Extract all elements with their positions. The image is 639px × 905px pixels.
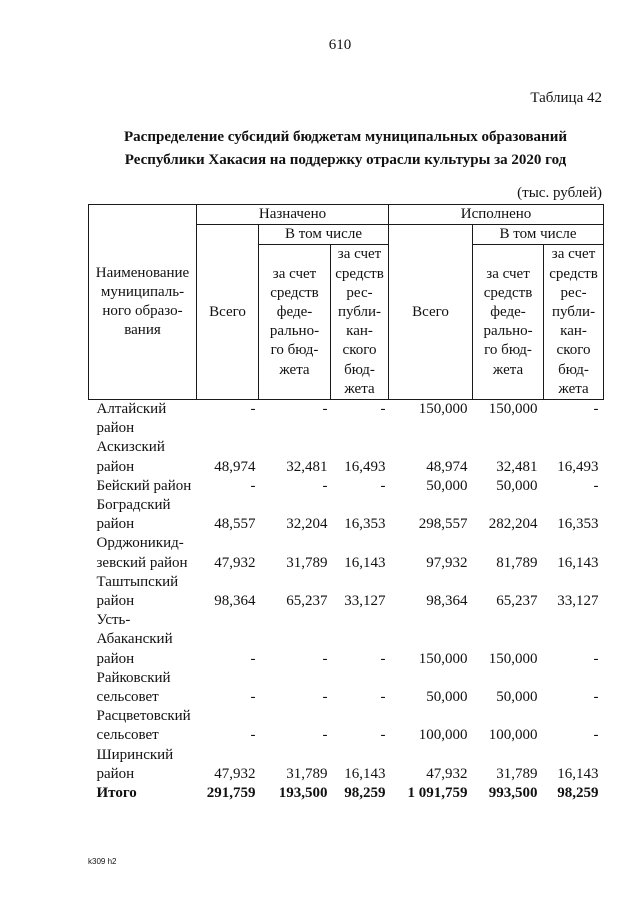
executed-total-cell: 47,932 [426,765,468,782]
table-row [89,496,604,534]
executed-republic-cell: - [593,689,599,706]
municipality-name-line: Таштыпский [96,573,179,590]
assigned-republic-cell: 33,127 [344,593,386,610]
municipality-name-line: Орджоникид- [96,535,184,552]
column-header-executed-federal [473,245,544,400]
footer-code: k309 h2 [88,857,117,866]
column-header-municipality [89,205,197,400]
assigned-federal-cell: - [322,689,328,706]
assigned-republic-cell: 16,493 [344,458,386,475]
assigned-republic-cell: - [380,689,386,706]
assigned-total-cell: 291,759 [206,785,256,802]
header-line: средств [483,284,533,301]
assigned-republic-cell: 16,143 [344,554,386,571]
assigned-federal-cell: - [322,727,328,744]
municipality-name-line: Алтайский [96,401,167,418]
assigned-total-cell: 47,932 [214,765,256,782]
municipality-name-line: район [96,458,135,475]
units-note: (тыс. рублей) [517,185,602,201]
header-line: ского [342,342,377,359]
header-line: за счет [337,246,382,263]
executed-federal-cell: 150,000 [488,401,538,418]
header-line: кан- [560,323,587,340]
municipality-name-line: Усть- [96,612,131,629]
executed-republic-cell: 16,493 [557,458,599,475]
header-line: жета [492,361,524,378]
executed-total-cell: 150,000 [418,650,468,667]
header-line: публи- [551,304,596,321]
header-line: феде- [490,304,526,321]
column-header-assigned-total: Всего [197,225,259,400]
header-row [89,205,604,225]
table-row [89,534,604,572]
assigned-total-cell: 47,932 [214,554,256,571]
executed-total-cell: 1 091,759 [407,785,468,802]
assigned-federal-cell: 65,237 [286,593,328,610]
municipality-name-line: зевский район [96,554,188,571]
column-header-assigned-federal [259,245,331,400]
header-line: го бюд- [484,342,532,359]
executed-federal-cell: 65,237 [496,593,538,610]
executed-federal-cell: 32,481 [496,458,538,475]
header-line: ного образо- [102,303,183,320]
header-line: муниципаль- [100,283,185,300]
assigned-total-cell: - [250,650,256,667]
executed-republic-cell: - [593,727,599,744]
municipality-name-line: Расцветовский [96,708,191,725]
municipality-name-cell [89,746,197,784]
municipality-name-cell [89,707,197,745]
column-header-executed-total: Всего [389,225,473,400]
column-subgroup-executed-including: В том числе [473,225,604,245]
municipality-name-line: Боградский [96,497,171,514]
assigned-republic-cell: - [380,401,386,418]
assigned-republic-cell: - [380,477,386,494]
total-label-cell: Итого [96,785,137,802]
assigned-total-cell: - [250,477,256,494]
header-line: бюд- [558,361,589,378]
municipality-name-cell [89,573,197,611]
assigned-republic-cell: 98,259 [344,785,386,802]
subsidy-table [88,204,604,803]
header-line: рально- [269,323,320,340]
column-group-executed: Исполнено [389,205,604,225]
header-line: рально- [483,323,533,340]
executed-total-cell: 98,364 [426,593,468,610]
assigned-total-cell: - [250,401,256,418]
page-number: 610 [328,37,352,53]
executed-republic-cell: - [593,477,599,494]
municipality-name-cell [89,438,197,476]
assigned-total-cell: 48,557 [214,516,256,533]
municipality-name-line: Аскизский [96,439,165,456]
assigned-federal-cell: 32,204 [286,516,328,533]
assigned-federal-cell: 193,500 [278,785,328,802]
executed-total-cell: 48,974 [426,458,468,475]
table-row [89,400,604,439]
header-line: ского [556,342,591,359]
assigned-republic-cell: 16,353 [344,516,386,533]
municipality-name-cell [89,611,197,669]
table-title-line: Республики Хакасия на поддержку отрасли культуры за 2020 год [124,152,567,168]
executed-federal-cell: 81,789 [496,554,538,571]
header-line: жета [344,380,375,397]
header-line: средств [335,265,384,282]
header-line: жета [558,380,589,397]
executed-republic-cell: 16,143 [557,554,599,571]
municipality-name-line: район [96,593,135,610]
executed-republic-cell: 98,259 [557,785,599,802]
assigned-republic-cell: - [380,727,386,744]
executed-federal-cell: 150,000 [488,650,538,667]
assigned-total-cell: 98,364 [214,593,256,610]
executed-republic-cell: 16,143 [557,765,599,782]
executed-total-cell: 97,932 [426,554,468,571]
executed-federal-cell: 50,000 [496,689,538,706]
header-line: го бюд- [270,342,319,359]
municipality-name-line: район [96,420,135,437]
assigned-total-cell: - [250,689,256,706]
executed-total-cell: 298,557 [418,516,468,533]
table-row [89,573,604,611]
header-line: за счет [551,246,596,263]
table-row [89,707,604,745]
header-line: публи- [337,304,382,321]
executed-federal-cell: 993,500 [488,785,538,802]
municipality-name-line: Бейский район [96,477,192,494]
header-line: жета [279,361,310,378]
assigned-federal-cell: 32,481 [286,458,328,475]
header-line: за счет [486,265,530,282]
header-line: Наименование [95,264,190,281]
municipality-name-cell [89,400,197,439]
assigned-federal-cell: - [322,477,328,494]
municipality-name-cell [89,669,197,707]
executed-republic-cell: 16,353 [557,516,599,533]
executed-republic-cell: 33,127 [557,593,599,610]
executed-federal-cell: 31,789 [496,765,538,782]
executed-republic-cell: - [593,650,599,667]
executed-total-cell: 150,000 [418,401,468,418]
header-line: бюд- [344,361,375,378]
header-line: рес- [346,284,373,301]
header-line: вания [124,322,161,339]
municipality-name-line: Райковский [96,669,171,686]
executed-federal-cell: 100,000 [488,727,538,744]
table-total-row [89,784,604,803]
table-row [89,477,604,496]
header-line: средств [549,265,598,282]
municipality-name-line: район [96,765,135,782]
assigned-federal-cell: - [322,401,328,418]
municipality-name-line: район [96,650,135,667]
table-row [89,611,604,669]
assigned-federal-cell: 31,789 [286,554,328,571]
executed-total-cell: 50,000 [426,477,468,494]
header-line: феде- [276,304,313,321]
table-row [89,746,604,784]
municipality-name-cell [89,534,197,572]
header-line: за счет [272,265,317,282]
executed-total-cell: 50,000 [426,689,468,706]
column-header-executed-republic [544,245,604,400]
assigned-republic-cell: - [380,650,386,667]
municipality-name-line: Ширинский [96,746,174,763]
column-subgroup-assigned-including: В том числе [259,225,389,245]
municipality-name-cell [89,477,197,496]
municipality-name-line: сельсовет [96,689,159,706]
table-row [89,438,604,476]
assigned-federal-cell: - [322,650,328,667]
municipality-name-line: район [96,516,135,533]
executed-federal-cell: 50,000 [496,477,538,494]
table-row [89,669,604,707]
table-title-line: Распределение субсидий бюджетам муниципальных образований [124,129,567,145]
column-header-assigned-republic [331,245,389,400]
assigned-total-cell: 48,974 [214,458,256,475]
table-title [88,126,603,172]
assigned-federal-cell: 31,789 [286,765,328,782]
municipality-name-cell [89,496,197,534]
assigned-total-cell: - [250,727,256,744]
table-label: Таблица 42 [530,90,602,106]
executed-total-cell: 100,000 [418,727,468,744]
header-line: средств [270,284,319,301]
column-group-assigned: Назначено [197,205,389,225]
assigned-republic-cell: 16,143 [344,765,386,782]
municipality-name-line: сельсовет [96,727,159,744]
header-line: кан- [346,323,373,340]
municipality-name-line: Абаканский [96,631,173,648]
executed-federal-cell: 282,204 [488,516,538,533]
executed-republic-cell: - [593,401,599,418]
header-line: рес- [560,284,587,301]
